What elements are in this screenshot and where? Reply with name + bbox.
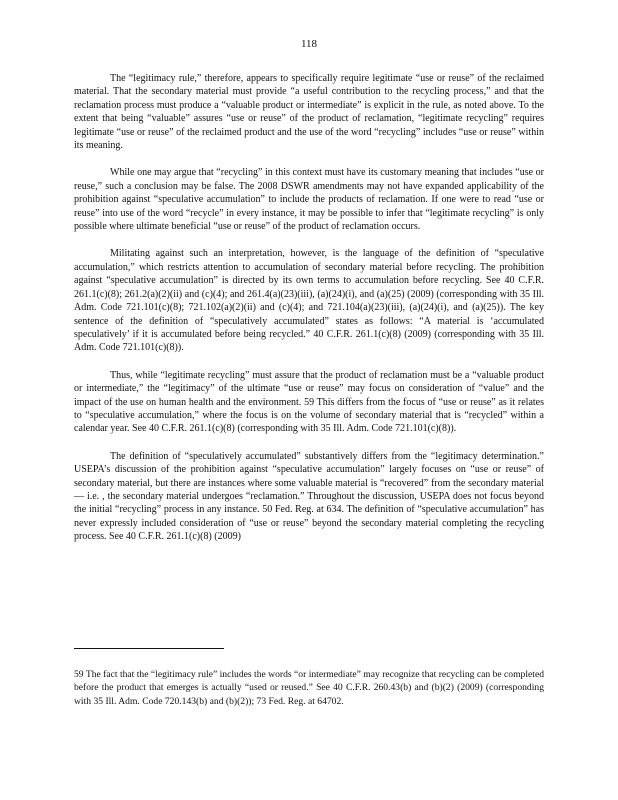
- paragraph: Militating against such an interpretation, however, is the language of the definition of “speculative accumulation,” which restricts attention to accumulation of secondary material before recycling. The prohibition against “speculative accumulation” is directed by its own terms to accumulation before recycling. See 40 C.F.R. 261.1(c)(8); 261.2(a)(2)(ii) and (c)(4); and 261.4(a)(23)(iii), (a)(24)(i), and (a)(25) (2009) (corresponding with 35 Ill. Adm. Code 721.101(c)(8); 721.102(a)(2)(ii) and (c)(4); and 721.104(a)(23)(iii), (a)(24)(i), and (a)(25)). The key sentence of the definition of “speculatively accumulated” states as follows: “A material is ‘accumulated speculatively’ if it is accumulated before being recycled.” 40 C.F.R. 261.1(c)(8) (2009) (corresponding with 35 Ill. Adm. Code 721.101(c)(8)).: [74, 248, 544, 354]
- page-number: 118: [300, 38, 318, 50]
- paragraph: Thus, while “legitimate recycling” must assure that the product of reclamation must be a “valuable product or intermediate,” the “legitimacy” of the ultimate “use or reuse” may focus on consideration of “value” and the impact of the use on human health and the environment. 59 This differs from the focus of “use or reuse” as it relates to “speculative accumulation,” where the focus is on the volume of secondary material that is “recycled” within a calendar year. See 40 C.F.R. 261.1(c)(8) (corresponding with 35 Ill. Adm. Code 721.101(c)(8)).: [74, 369, 544, 435]
- footnote-divider: [74, 648, 224, 649]
- body-text: [74, 72, 544, 558]
- paragraph: While one may argue that “recycling” in this context must have its customary meaning that includes “use or reuse,” such a conclusion may be false. The 2008 DSWR amendments may not have expanded applicability of the prohibition against “speculative accumulation” to include the products of reclamation. If one were to read “use or reuse” into use of the word “recycle” in every instance, it may be possible to infer that “legitimate recycling” is only possible where ultimate beneficial “use or reuse” of the product of reclamation occurs.: [74, 167, 544, 233]
- paragraph: The definition of “speculatively accumulated” substantively differs from the “legitimacy determination.” USEPA’s discussion of the prohibition against “speculative accumulation” largely focuses on “use or reuse” of secondary material, but there are instances where some valuable material is “recovered” from the secondary material— i.e. , the secondary material undergoes “reclamation.” Throughout the discussion, USEPA does not focus beyond the initial “recycling” process in any instance. 50 Fed. Reg. at 634. The definition of “speculative accumulation” has never expressly included consideration of “use or reuse” beyond the secondary material completing the recycling process. See 40 C.F.R. 261.1(c)(8) (2009): [74, 450, 544, 543]
- footnote: 59 The fact that the “legitimacy rule” includes the words “or intermediate” may recognize that recycling can be completed before the product that emerges is actually “used or reused.” See 40 C.F.R. 260.43(b) and (b)(2) (2009) (corresponding with 35 Ill. Adm. Code 720.143(b) and (b)(2)); 73 Fed. Reg. at 64702.: [74, 669, 544, 707]
- paragraph: The “legitimacy rule,” therefore, appears to specifically require legitimate “use or reuse” of the reclaimed material. That the secondary material must provide “a useful contribution to the recycling process,” and that the reclamation process must produce a “valuable product or intermediate” is explicit in the rule, as noted above. To the extent that being “valuable” assures “use or reuse” of the product of reclamation, “legitimate recycling” requires legitimate “use or reuse” of the reclaimed product and the use of the word “recycling” includes “use or reuse” within its meaning.: [74, 73, 544, 152]
